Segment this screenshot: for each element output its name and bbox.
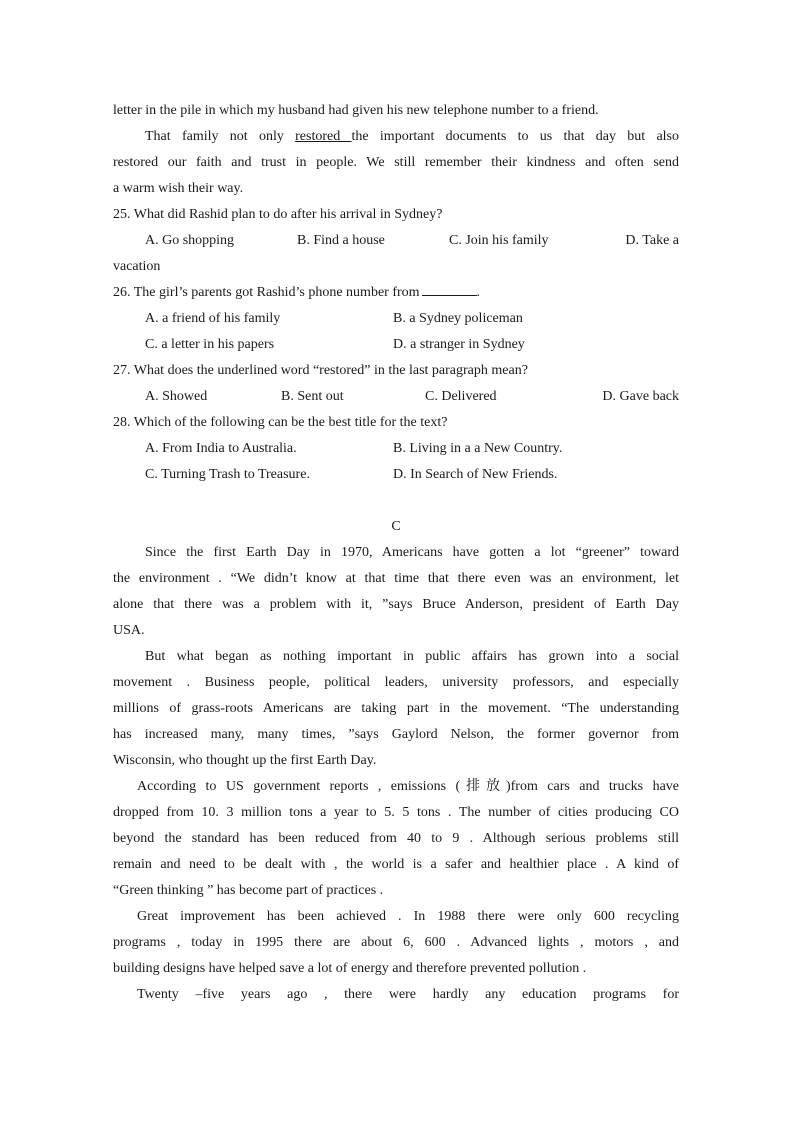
option-d: D. Take a <box>625 233 679 248</box>
paragraph-line: According to US government reports , emissions (排放)from cars and trucks have <box>137 779 679 794</box>
option-a: A. Showed <box>145 389 208 404</box>
paragraph-line: programs , today in 1995 there are about 6, 600 . Advanced lights , motors , and <box>113 935 679 950</box>
option-a: A. From India to Australia. <box>145 441 297 456</box>
paragraph-line: Great improvement has been achieved . In 1988 there were only 600 recycling <box>137 909 679 924</box>
paragraph-line: Wisconsin, who thought up the first Earth Day. <box>113 753 377 768</box>
question-27-options <box>113 384 679 410</box>
text-run: That family not only <box>145 129 296 144</box>
paragraph-line <box>113 124 679 150</box>
question-26-options-row2 <box>113 332 679 358</box>
question-28-options-row2 <box>113 462 679 488</box>
paragraph-line: Since the first Earth Day in 1970, Americans have gotten a lot “greener” toward <box>145 545 679 560</box>
option-b: B. Find a house <box>297 233 385 248</box>
paragraph-line: has increased many, many times, ”says Gaylord Nelson, the former governor from <box>113 727 679 742</box>
paragraph-line: the environment . “We didn’t know at that time that there even was an environment, let <box>113 571 679 586</box>
paragraph-line: a warm wish their way. <box>113 181 244 196</box>
option-d-continued: vacation <box>113 259 161 274</box>
paragraph-line: USA. <box>113 623 145 638</box>
stem-text: 26. The girl’s parents got Rashid’s phone number from <box>113 285 420 300</box>
option-c: C. Delivered <box>425 389 497 404</box>
option-d: D. In Search of New Friends. <box>393 467 558 482</box>
paragraph-line: But what began as nothing important in public affairs has grown into a social <box>145 649 679 664</box>
document-page <box>113 98 679 1008</box>
paragraph-line: dropped from 10. 3 million tons a year to 5. 5 tons . The number of cities producing CO <box>113 805 679 820</box>
question-28-options-row1 <box>113 436 679 462</box>
question-26-options-row1 <box>113 306 679 332</box>
question-25-stem: 25. What did Rashid plan to do after his arrival in Sydney? <box>113 207 443 222</box>
option-b: B. Sent out <box>281 389 344 404</box>
question-28-stem: 28. Which of the following can be the best title for the text? <box>113 415 448 430</box>
paragraph-line: remain and need to be dealt with , the world is a safer and healthier place . A kind of <box>113 857 679 872</box>
paragraph-line: millions of grass-roots Americans are taking part in the movement. “The understanding <box>113 701 679 716</box>
paragraph-line: building designs have helped save a lot of energy and therefore prevented pollution . <box>113 961 587 976</box>
underlined-word-restored: restored <box>295 129 352 144</box>
option-d: D. Gave back <box>602 389 679 404</box>
question-27-stem: 27. What does the underlined word “restored” in the last paragraph mean? <box>113 363 528 378</box>
option-b: B. a Sydney policeman <box>393 311 523 326</box>
paragraph-line: letter in the pile in which my husband had given his new telephone number to a friend. <box>113 103 599 118</box>
option-a: A. a friend of his family <box>145 311 281 326</box>
question-25-options <box>113 228 679 254</box>
question-26-stem <box>113 280 679 306</box>
section-heading: C <box>391 519 401 534</box>
paragraph-line: alone that there was a problem with it, ”says Bruce Anderson, president of Earth Day <box>113 597 679 612</box>
paragraph-line: restored our faith and trust in people. We still remember their kindness and often send <box>113 155 679 170</box>
paragraph-line: “Green thinking ” has become part of practices . <box>113 883 384 898</box>
option-c: C. a letter in his papers <box>145 337 275 352</box>
option-c: C. Turning Trash to Treasure. <box>145 467 310 482</box>
option-b: B. Living in a a New Country. <box>393 441 563 456</box>
stem-end: . <box>476 285 481 300</box>
option-a: A. Go shopping <box>145 233 235 248</box>
answer-blank <box>422 281 477 296</box>
paragraph-line: Twenty –five years ago , there were hardly any education programs for <box>137 987 679 1002</box>
spacer <box>113 488 679 514</box>
text-run: the important documents to us that day but also <box>351 129 680 144</box>
option-d: D. a stranger in Sydney <box>393 337 525 352</box>
option-c: C. Join his family <box>449 233 549 248</box>
paragraph-line: movement . Business people, political leaders, university professors, and especially <box>113 675 679 690</box>
paragraph-line: beyond the standard has been reduced from 40 to 9 . Although serious problems still <box>113 831 679 846</box>
